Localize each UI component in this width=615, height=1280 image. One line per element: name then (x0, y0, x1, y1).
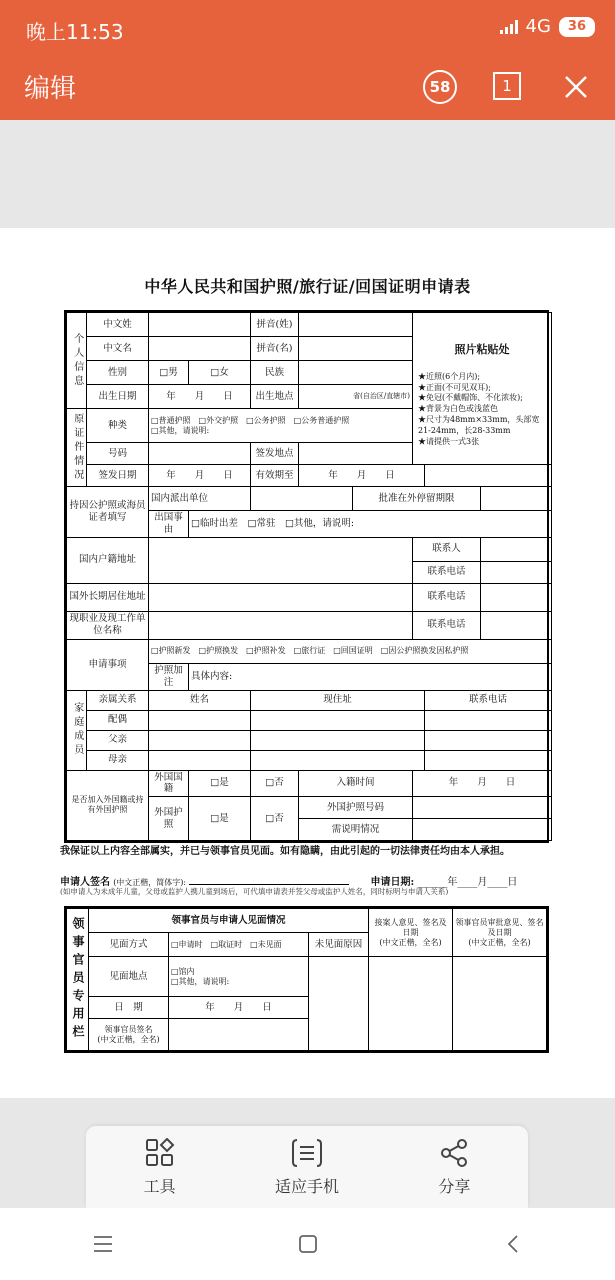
join-time-label: 入籍时间 (299, 770, 413, 797)
home-icon (298, 1234, 318, 1254)
spouse-name-field[interactable] (149, 710, 251, 730)
menu-nav-button[interactable] (83, 1224, 123, 1264)
spouse-label: 配偶 (87, 710, 149, 730)
meeting-header: 领事官员与申请人见面情况 (89, 909, 369, 933)
battery-icon: 36 (559, 17, 595, 37)
pinyin-name-label: 拼音(名) (251, 337, 299, 361)
father-label: 父亲 (87, 730, 149, 750)
passport-yes[interactable]: □是 (189, 797, 251, 841)
minor-note: (如申请人为未成年儿童，父母或监护人携儿童到场后，可代填申请表并签父母或监护人姓名，同时标明与申请人关系) (60, 887, 449, 896)
chinese-surname-field[interactable] (149, 313, 251, 337)
badge-button[interactable]: 58 (423, 70, 457, 104)
expiry-field-blank[interactable] (425, 465, 552, 487)
family-name-header: 姓名 (149, 690, 251, 710)
birth-date-label: 出生日期 (87, 385, 149, 409)
father-name-field[interactable] (149, 730, 251, 750)
signature-field[interactable] (189, 884, 349, 885)
status-icons (500, 16, 596, 37)
birth-place-field[interactable]: 省(自治区/直辖市) (299, 385, 413, 409)
tools-label: 工具 (143, 1176, 176, 1196)
mother-phone-field[interactable] (425, 750, 552, 770)
mother-name-field[interactable] (149, 750, 251, 770)
consular-form (64, 906, 549, 1053)
join-time-field[interactable]: 年 月 日 (413, 770, 552, 797)
stay-field[interactable] (481, 487, 552, 511)
chinese-name-field[interactable] (149, 337, 251, 361)
passport-no[interactable]: □否 (251, 797, 299, 841)
explain-label: 需说明情况 (299, 819, 413, 841)
photo-rule: ★背景为白色或浅蓝色 (418, 404, 498, 414)
case-officer-field[interactable] (369, 957, 453, 1051)
contact-label: 联系人 (413, 537, 481, 561)
passport-number-field[interactable] (413, 797, 552, 819)
spouse-phone-field[interactable] (425, 710, 552, 730)
photo-rule: ★正面(不可见双耳); (418, 382, 491, 392)
officer-sign-field[interactable] (169, 1019, 309, 1051)
work-phone-label: 联系电话 (413, 611, 481, 639)
consular-section: 领事官员专用栏 (67, 909, 89, 1051)
fit-phone-label: 适应手机 (274, 1176, 339, 1196)
signal-icon (500, 20, 518, 34)
approver-field[interactable] (453, 957, 547, 1051)
relation-header: 亲属关系 (87, 690, 149, 710)
abroad-address-field[interactable] (149, 583, 413, 611)
police-field[interactable] (251, 487, 353, 511)
meeting-method-options[interactable]: □申请时 □取证时 □未见面 (169, 933, 309, 957)
work-label: 现职业及现工作单位名称 (67, 611, 149, 639)
page-title: 编辑 (24, 74, 77, 104)
share-button[interactable] (381, 1126, 528, 1208)
chinese-surname-label: 中文姓 (87, 313, 149, 337)
mother-address-field[interactable] (251, 750, 425, 770)
private-trip-label: 持因公护照或海员证者填写 (67, 487, 149, 538)
family-section: 家庭成员 (67, 690, 87, 770)
photo-rule: ★近照(6个月内); (418, 371, 481, 381)
stay-label: 批准在外停留期限 (353, 487, 481, 511)
case-officer-header (369, 909, 453, 957)
work-phone-field[interactable] (481, 611, 552, 639)
no-meet-label: 未见面原因 (309, 933, 369, 957)
issue-place-label: 签发地点 (251, 443, 299, 465)
original-doc-section: 原证件情况 (67, 409, 87, 487)
meeting-place-label: 见面地点 (89, 957, 169, 997)
domestic-address-field[interactable] (149, 537, 413, 583)
family-address-header: 现住址 (251, 690, 425, 710)
close-icon (563, 74, 589, 100)
bottom-toolbar (86, 1126, 528, 1208)
abroad-phone-field[interactable] (481, 583, 552, 611)
doc-type-other: □其他，请说明: (151, 425, 210, 435)
contact-field[interactable] (481, 537, 552, 561)
doc-type-label: 种类 (87, 409, 149, 443)
application-options[interactable]: □护照新发 □护照换发 □护照补发 □旅行证 □回国证明 □因公护照换发因私护照 (149, 639, 552, 663)
approver-title: 领事官员审批意见、签名及日期 (455, 917, 544, 937)
nationality-yes[interactable]: □是 (189, 770, 251, 797)
endorse-content[interactable]: 具体内容: (189, 663, 552, 690)
no-meet-field[interactable] (309, 957, 369, 1051)
share-icon (439, 1138, 469, 1168)
signature-label: 申请人签名 (60, 877, 110, 888)
chinese-name-label: 中文名 (87, 337, 149, 361)
status-bar (0, 0, 615, 56)
meeting-place-options[interactable] (169, 957, 309, 997)
pinyin-surname-label: 拼音(姓) (251, 313, 299, 337)
apply-date-field[interactable]: ______年____月____日 (417, 877, 518, 888)
place-other: □其他，请说明: (171, 976, 230, 986)
work-field[interactable] (149, 611, 413, 639)
issue-place-field[interactable] (299, 443, 413, 465)
domestic-address-label: 国内户籍地址 (67, 537, 149, 583)
abroad-address-label: 国外长期居住地址 (67, 583, 149, 611)
father-address-field[interactable] (251, 730, 425, 750)
approver-hint: (中文正楷，全名) (468, 937, 531, 947)
endorse-label: 护照加注 (149, 663, 189, 690)
officer-sign-title: 领事官员签名 (104, 1024, 153, 1034)
gender-male[interactable]: □男 (149, 361, 189, 385)
menu-icon (93, 1235, 113, 1253)
home-nav-button[interactable] (288, 1224, 328, 1264)
mother-label: 母亲 (87, 750, 149, 770)
police-label: 国内派出单位 (149, 487, 251, 511)
birth-place-label: 出生地点 (251, 385, 299, 409)
personal-section: 个人信息 (67, 313, 87, 409)
apply-date-label: 申请日期: (370, 877, 415, 888)
expiry-field[interactable]: 年 月 日 (299, 465, 425, 487)
case-officer-title: 接案人意见、签名及日期 (374, 917, 447, 937)
meeting-date-field[interactable]: 年 月 日 (169, 997, 309, 1019)
photo-rule: ★免冠(不戴帽饰、不化浓妆); (418, 393, 523, 403)
meeting-method-label: 见面方式 (89, 933, 169, 957)
issue-date-field[interactable]: 年 月 日 (149, 465, 251, 487)
tools-button[interactable] (86, 1126, 233, 1208)
birth-date-field[interactable]: 年 月 日 (149, 385, 251, 409)
photo-title: 照片粘贴处 (454, 343, 510, 356)
abroad-phone-label: 联系电话 (413, 583, 481, 611)
status-time: 晚上11:53 (26, 20, 124, 44)
signature-hint: (中文正楷，简体字): (113, 878, 187, 887)
issue-date-label: 签发日期 (87, 465, 149, 487)
ethnicity-field[interactable] (299, 361, 413, 385)
back-nav-button[interactable] (493, 1224, 533, 1264)
spouse-address-field[interactable] (251, 710, 425, 730)
foreign-passport-label: 外国护照 (149, 797, 189, 841)
document-title: 中华人民共和国护照/旅行证/回国证明申请表 (144, 277, 471, 296)
gender-female[interactable]: □女 (189, 361, 251, 385)
declaration: 我保证以上内容全部属实，并已与领事官员见面。如有隐瞒，由此引起的一切法律责任均由本人承担。 (60, 846, 510, 857)
family-phone-header: 联系电话 (425, 690, 552, 710)
app-bar (0, 56, 615, 120)
close-button[interactable] (559, 70, 593, 104)
fit-phone-icon (291, 1138, 323, 1168)
fit-phone-button[interactable] (233, 1126, 380, 1208)
approver-header (453, 909, 547, 957)
document-page (0, 228, 615, 1098)
doc-number-field[interactable] (149, 443, 251, 465)
case-officer-hint: (中文正楷，全名) (379, 937, 442, 947)
back-icon (506, 1234, 520, 1254)
passport-number-label: 外国护照号码 (299, 797, 413, 819)
foreign-label: 是否加入外国籍或持有外国护照 (67, 770, 149, 841)
network-label: 4G (525, 16, 551, 37)
navigation-bar (0, 1208, 615, 1280)
phone-label: 联系电话 (413, 561, 481, 583)
tools-icon (145, 1138, 175, 1168)
phone-field[interactable] (481, 561, 552, 583)
application-label: 申请事项 (67, 639, 149, 690)
meeting-date-label: 日 期 (89, 997, 169, 1019)
photo-rule: ★尺寸为48mm×33mm，头部宽21-24mm，长28-33mm (418, 415, 540, 435)
officer-sign-hint: (中文正楷，全名) (97, 1034, 160, 1044)
pinyin-name-field[interactable] (299, 337, 413, 361)
trip-reason-label: 出国事由 (149, 511, 189, 538)
page-indicator-button[interactable]: 1 (493, 72, 521, 100)
share-label: 分享 (438, 1176, 471, 1196)
top-margin (0, 120, 615, 228)
expiry-label: 有效期至 (251, 465, 299, 487)
doc-type-list: □普通护照 □外交护照 □公务护照 □公务普通护照 (151, 415, 350, 425)
officer-sign-label (89, 1019, 169, 1051)
application-form (64, 310, 549, 843)
photo-rule: ★请提供一式3张 (418, 436, 480, 446)
doc-type-options[interactable] (149, 409, 413, 443)
gender-label: 性别 (87, 361, 149, 385)
nationality-no[interactable]: □否 (251, 770, 299, 797)
photo-area (413, 313, 552, 465)
father-phone-field[interactable] (425, 730, 552, 750)
explain-field[interactable] (413, 819, 552, 841)
trip-reason-options[interactable]: □临时出差 □常驻 □其他，请说明: (189, 511, 552, 538)
doc-number-label: 号码 (87, 443, 149, 465)
pinyin-surname-field[interactable] (299, 313, 413, 337)
place-in: □馆内 (171, 966, 195, 976)
ethnicity-label: 民族 (251, 361, 299, 385)
foreign-nationality-label: 外国国籍 (149, 770, 189, 797)
